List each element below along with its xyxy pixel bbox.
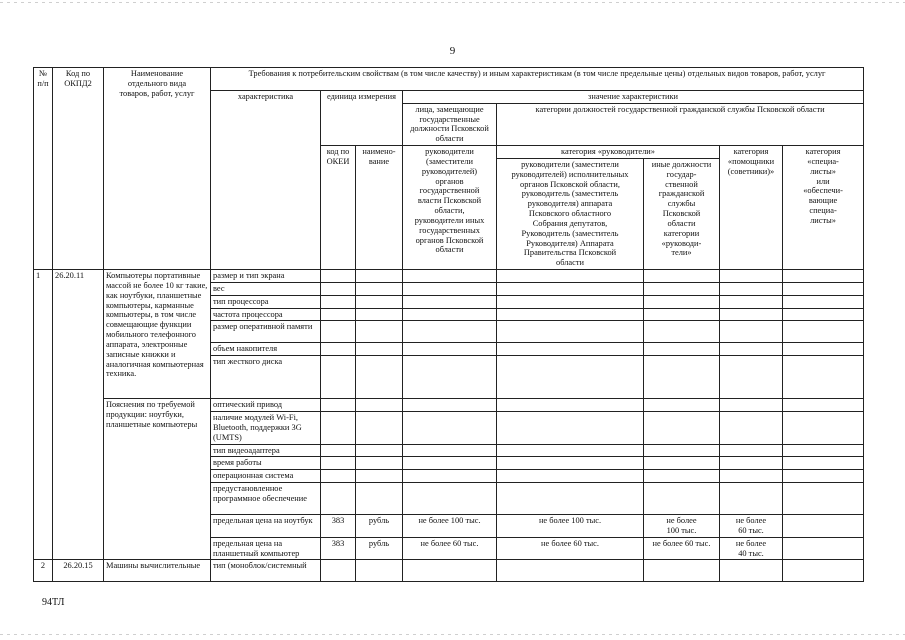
row1-char-8: наличие модулей Wi-Fi, Bluetooth, поддержки 3G (UMTS): [211, 412, 321, 444]
price-tablet-other-heads: не более 60 тыс.: [644, 537, 720, 560]
header-okei-code: код по ОКЕИ: [321, 146, 356, 270]
price-notebook-heads: не более 100 тыс.: [497, 515, 644, 538]
price-notebook-other-heads: не более 100 тыс.: [644, 515, 720, 538]
price-tablet-okei: 383: [321, 537, 356, 560]
row1-char-10: время работы: [211, 457, 321, 470]
row1-note: Пояснения по требуемой продукции: ноутбуки, планшетные компьютеры: [104, 399, 211, 560]
price-tablet-assistants: не более 40 тыс.: [720, 537, 783, 560]
row1-char-5: объем накопителя: [211, 343, 321, 356]
row1-char-2: тип процессора: [211, 295, 321, 308]
header-heads-col: руководители (заместители руководителей) органов государственной власти Псковской области, руководители иных государственных органов Псковской области: [403, 146, 497, 270]
header-num: № п/п: [34, 68, 53, 270]
price-tablet-label: предельная цена на планшетный компьютер: [211, 537, 321, 560]
header-unit: единица измерения: [321, 91, 403, 146]
header-sub-heads: руководители (заместители руководителей) исполнительных органов Псковской области, руководитель (заместитель руководителя) аппарата Псковского областного Собрания депутатов, Руководитель (заместитель Руководителя) Аппарата Правительства Псковской области: [497, 158, 644, 269]
header-cat-heads: категория «руководители»: [497, 146, 720, 159]
header-categories: категории должностей государственной гражданской службы Псковской области: [497, 103, 864, 145]
row1-char-0: размер и тип экрана: [211, 270, 321, 283]
row2-num: 2: [34, 560, 53, 582]
row1-char-1: вес: [211, 282, 321, 295]
table-row: [34, 270, 864, 283]
row1-char-4: размер оперативной памяти: [211, 321, 321, 343]
row1-char-6: тип жесткого диска: [211, 356, 321, 399]
price-notebook-assistants: не более 60 тыс.: [720, 515, 783, 538]
price-tablet-heads: не более 60 тыс.: [497, 537, 644, 560]
row1-char-9: тип видеоадаптера: [211, 444, 321, 457]
header-item-name: Наименование отдельного вида товаров, работ, услуг: [104, 68, 211, 270]
header-requirements: Требования к потребительским свойствам (в том числе качеству) и иным характеристикам (в том числе предельные цены) отдельных видов товаров, работ, услуг: [211, 68, 864, 91]
price-notebook-specialists: [783, 515, 864, 538]
price-notebook-unit: рубль: [356, 515, 403, 538]
requirements-table: [33, 67, 864, 582]
price-notebook-okei: 383: [321, 515, 356, 538]
table-row: [34, 560, 864, 582]
row1-char-7: оптический привод: [211, 399, 321, 412]
row1-code: 26.20.11: [53, 270, 104, 560]
header-characteristic: характеристика: [211, 91, 321, 270]
price-notebook-officials: не более 100 тыс.: [403, 515, 497, 538]
price-tablet-officials: не более 60 тыс.: [403, 537, 497, 560]
row1-name: Компьютеры портативные массой не более 10 кг такие, как ноутбуки, планшетные компьютеры, карманные компьютеры, в том числе совмещающие функции мобильного телефонного аппарата, электронные записные книжки и аналогичная компьютерная техника.: [104, 270, 211, 399]
header-sub-other: иные должности государ- ственной гражданской службы Псковской области категории «руководи- тели»: [644, 158, 720, 269]
row2-char-0: тип (моноблок/системный: [211, 560, 321, 582]
row1-char-12: предустановленное программное обеспечение: [211, 483, 321, 515]
row2-name: Машины вычислительные: [104, 560, 211, 582]
page-number: 9: [449, 45, 456, 57]
row1-char-11: операционная система: [211, 470, 321, 483]
row1-char-3: частота процессора: [211, 308, 321, 321]
header-cat-specialists: категория «специа- листы» или «обеспечи- вающие специа- листы»: [783, 146, 864, 270]
header-unit-name: наимено- вание: [356, 146, 403, 270]
header-okpd: Код по ОКПД2: [53, 68, 104, 270]
row2-code: 26.20.15: [53, 560, 104, 582]
header-row-1: [34, 68, 864, 91]
table-row: [34, 399, 864, 412]
header-cat-assistants: категория «помощники (советники)»: [720, 146, 783, 270]
scan-edge-bottom: [0, 634, 905, 635]
footer-code: 94ТЛ: [42, 597, 65, 608]
header-officials: лица, замещающие государственные должности Псковской области: [403, 103, 497, 145]
header-value: значение характеристики: [403, 91, 864, 104]
price-tablet-specialists: [783, 537, 864, 560]
price-notebook-label: предельная цена на ноутбук: [211, 515, 321, 538]
scan-edge-top: [0, 2, 905, 3]
row1-num: 1: [34, 270, 53, 560]
price-tablet-unit: рубль: [356, 537, 403, 560]
